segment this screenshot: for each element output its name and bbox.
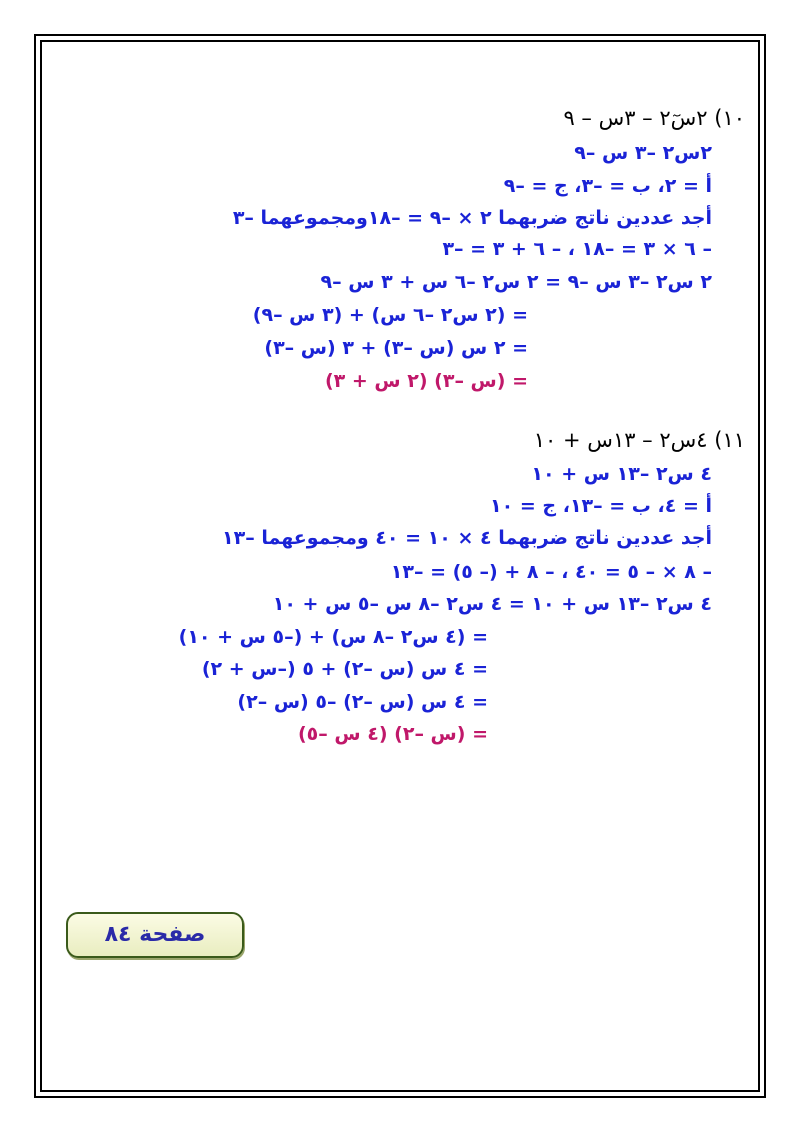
problem-11-step-4: – ٨ × – ٥ = ٤٠ ، – ٨ + (– ٥) = –١٣ — [390, 561, 712, 583]
problem-11-step-1: ٤ س٢ –١٣ س + ١٠ — [531, 463, 712, 485]
problem-11-step-5: ٤ س٢ –١٣ س + ١٠ = ٤ س٢ –٨ س –٥ س + ١٠ — [272, 593, 712, 615]
page-number-tag: صفحة ٨٤ — [66, 912, 244, 958]
problem-11-step-3: أجد عددين ناتج ضربهما ٤ × ١٠ = ٤٠ ومجموعهما –١٣ — [222, 527, 712, 549]
problem-11-step-7: = ٤ س (س –٢) + ٥ (–س + ٢) — [201, 658, 488, 680]
problem-11-question: ١١) ٤س٢ – ١٣س + ١٠ — [533, 428, 745, 452]
problem-10-step-4: – ٦ × ٣ = –١٨ ، – ٦ + ٣ = –٣ — [442, 238, 712, 260]
problem-10-step-2: أ = ٢، ب = –٣، ج = –٩ — [503, 175, 712, 197]
problem-10-step-1: ٢س٢ –٣ س –٩ — [574, 142, 712, 164]
problem-10-step-7: = ٢ س (س –٣) + ٣ (س –٣) — [264, 337, 528, 359]
problem-10-question: ١٠) ٢سٓ٢ – ٣س – ٩ — [563, 106, 745, 130]
problem-10-step-5: ٢ س٢ –٣ س –٩ = ٢ س٢ –٦ س + ٣ س –٩ — [320, 271, 712, 293]
problem-11-answer: = (س –٢) (٤ س –٥) — [297, 723, 488, 745]
problem-11-step-8: = ٤ س (س –٢) –٥ (س –٢) — [237, 691, 488, 713]
problem-10-step-6: = (٢ س٢ –٦ س) + (٣ س –٩) — [252, 304, 528, 326]
problem-10-answer: = (س –٣) (٢ س + ٣) — [324, 370, 528, 392]
problem-10-step-3: أجد عددين ناتج ضربهما ٢ × –٩ = –١٨ومجموعهما –٣ — [232, 207, 712, 229]
problem-11-step-2: أ = ٤، ب = –١٣، ج = ١٠ — [490, 495, 712, 517]
problem-11-step-6: = (٤ س٢ –٨ س) + (–٥ س + ١٠) — [178, 626, 488, 648]
